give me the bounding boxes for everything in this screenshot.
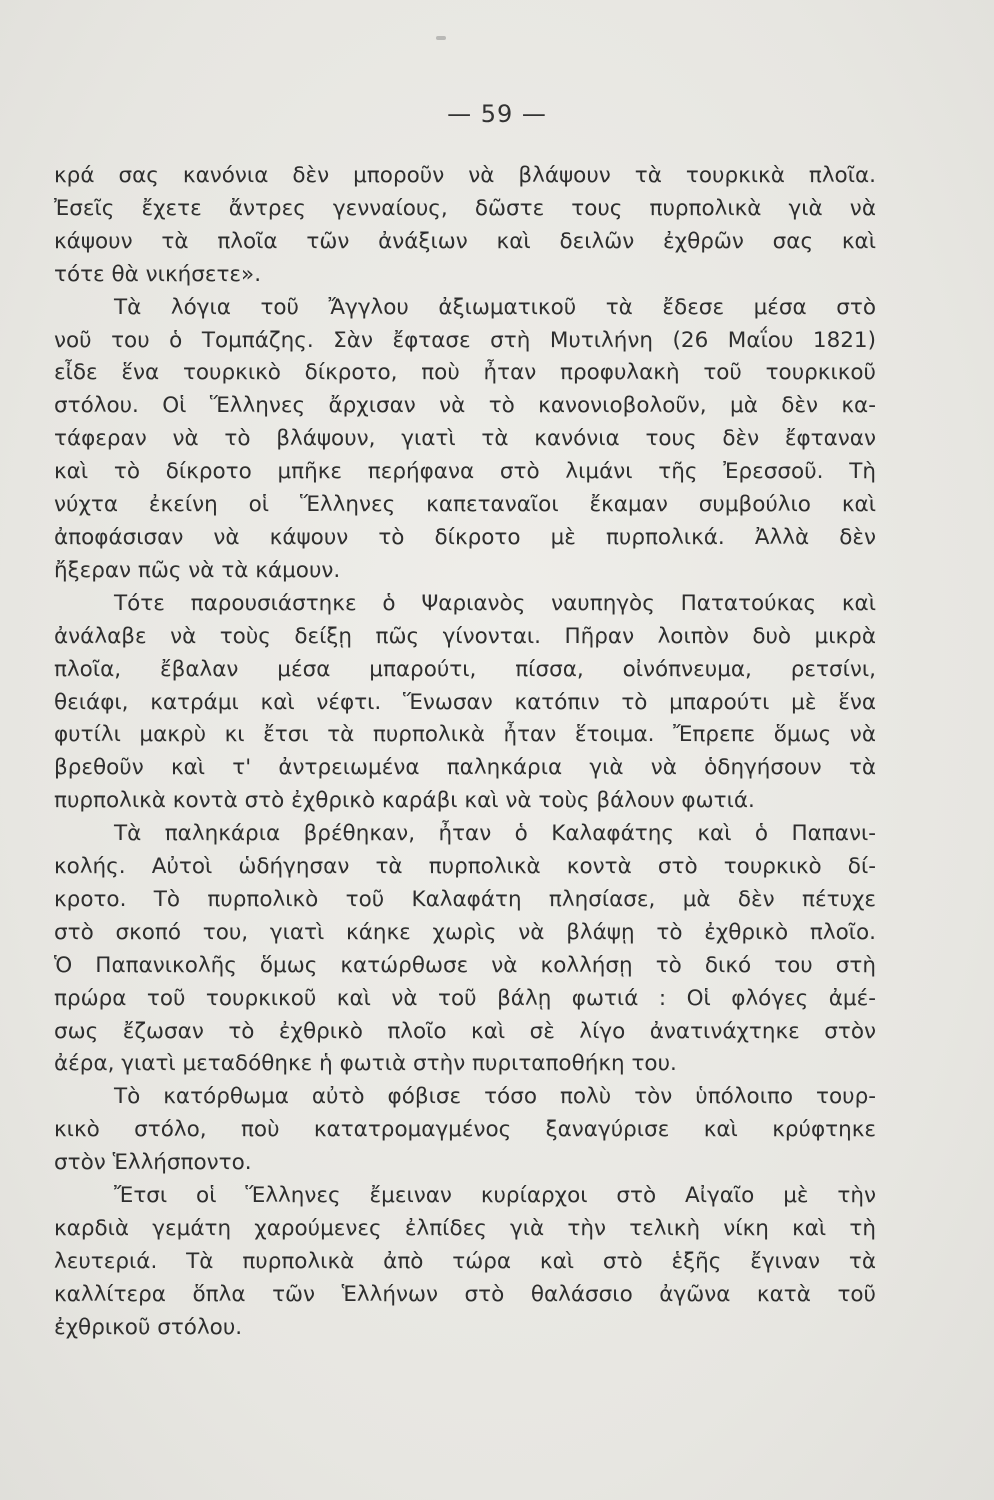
- text-line: στὸ σκοπό του, γιατὶ κάηκε χωρὶς νὰ βλάψῃ τὸ ἐχθρικὸ πλοῖο.: [54, 919, 876, 945]
- text-line: κικὸ στόλο, ποὺ κατατρομαγμένος ξαναγύρισε καὶ κρύφτηκε: [54, 1117, 876, 1143]
- text-line: εἶδε ἕνα τουρκικὸ δίκροτο, ποὺ ἦταν προφυλακὴ τοῦ τουρκικοῦ: [54, 360, 876, 386]
- text-line: ἀέρα, γιατὶ μεταδόθηκε ἡ φωτιὰ στὴν πυριταποθήκη του.: [54, 1051, 677, 1077]
- text-line: νοῦ του ὁ Τομπάζης. Σὰν ἔφτασε στὴ Μυτιλήνη (26 Μαΐου 1821): [54, 327, 876, 353]
- text-line: καρδιὰ γεμάτη χαρούμενες ἐλπίδες γιὰ τὴν τελικὴ νίκη καὶ τὴ: [54, 1216, 876, 1241]
- text-line: νύχτα ἐκείνη οἱ Ἕλληνες καπεταναῖοι ἔκαμαν συμβούλιο καὶ: [54, 492, 876, 518]
- page-number: — 59 —: [447, 100, 547, 128]
- text-line: Τότε παρουσιάστηκε ὁ Ψαριανὸς ναυπηγὸς Πατατούκας καὶ: [114, 590, 876, 616]
- text-line: κροτο. Τὸ πυρπολικὸ τοῦ Καλαφάτη πλησίασε, μὰ δὲν πέτυχε: [54, 886, 876, 912]
- text-line: κολής. Αὐτοὶ ὡδήγησαν τὰ πυρπολικὰ κοντὰ στὸ τουρκικὸ δί-: [54, 854, 876, 880]
- text-line: στὸν Ἑλλήσποντο.: [54, 1150, 252, 1176]
- text-line: ἀνάλαβε νὰ τοὺς δείξῃ πῶς γίνονται. Πῆραν λοιπὸν δυὸ μικρὰ: [54, 623, 876, 649]
- text-line: ἤξεραν πῶς νὰ τὰ κάμουν.: [54, 557, 341, 583]
- text-line: Ἐσεῖς ἔχετε ἄντρες γενναίους, δῶστε τους πυρπολικὰ γιὰ νὰ: [54, 195, 876, 221]
- text-line: βρεθοῦν καὶ τ' ἀντρειωμένα παληκάρια γιὰ νὰ ὁδηγήσουν τὰ: [54, 755, 876, 781]
- text-line: τάφεραν νὰ τὸ βλάψουν, γιατὶ τὰ κανόνια τους δὲν ἔφταναν: [54, 426, 876, 452]
- text-line: κάψουν τὰ πλοῖα τῶν ἀνάξιων καὶ δειλῶν ἐχθρῶν σας καὶ: [54, 228, 876, 254]
- text-line: καὶ τὸ δίκροτο μπῆκε περήφανα στὸ λιμάνι τῆς Ἐρεσσοῦ. Τὴ: [54, 459, 876, 485]
- text-line: σως ἔζωσαν τὸ ἐχθρικὸ πλοῖο καὶ σὲ λίγο ἀνατινάχτηκε στὸν: [54, 1018, 876, 1044]
- text-line: θειάφι, κατράμι καὶ νέφτι. Ἕνωσαν κατόπιν τὸ μπαρούτι μὲ ἕνα: [54, 689, 876, 715]
- text-line: τότε θὰ νικήσετε».: [54, 261, 262, 287]
- text-line: Τὰ λόγια τοῦ Ἄγγλου ἀξιωματικοῦ τὰ ἔδεσε μέσα στὸ: [114, 294, 876, 320]
- text-line: Ἔτσι οἱ Ἕλληνες ἔμειναν κυρίαρχοι στὸ Αἰγαῖο μὲ τὴν: [114, 1183, 876, 1209]
- body-text: [54, 160, 876, 1345]
- text-line: κρά σας κανόνια δὲν μποροῦν νὰ βλάψουν τὰ τουρκικὰ πλοῖα.: [54, 163, 876, 188]
- text-line: πυρπολικὰ κοντὰ στὸ ἐχθρικὸ καράβι καὶ νὰ τοὺς βάλουν φωτιά.: [54, 788, 755, 814]
- text-line: ἀποφάσισαν νὰ κάψουν τὸ δίκροτο μὲ πυρπολικά. Ἀλλὰ δὲν: [54, 524, 876, 550]
- text-line: πρώρα τοῦ τουρκικοῦ καὶ νὰ τοῦ βάλῃ φωτιά : Οἱ φλόγες ἀμέ-: [54, 985, 876, 1011]
- page-speck: [436, 36, 446, 40]
- text-line: λευτεριά. Τὰ πυρπολικὰ ἀπὸ τώρα καὶ στὸ ἑξῆς ἔγιναν τὰ: [54, 1248, 876, 1274]
- text-line: Τὰ παληκάρια βρέθηκαν, ἦταν ὁ Καλαφάτης καὶ ὁ Παπανι-: [114, 821, 876, 847]
- text-line: ἐχθρικοῦ στόλου.: [54, 1314, 243, 1340]
- text-line: φυτίλι μακρὺ κι ἔτσι τὰ πυρπολικὰ ἦταν ἕτοιμα. Ἔπρεπε ὅμως νὰ: [54, 722, 876, 748]
- text-line: πλοῖα, ἔβαλαν μέσα μπαρούτι, πίσσα, οἰνόπνευμα, ρετσίνι,: [54, 656, 876, 682]
- text-line: Ὁ Παπανικολῆς ὅμως κατώρθωσε νὰ κολλήσῃ τὸ δικό του στὴ: [54, 952, 876, 978]
- text-line: Τὸ κατόρθωμα αὐτὸ φόβισε τόσο πολὺ τὸν ὑπόλοιπο τουρ-: [114, 1084, 876, 1110]
- text-line: καλλίτερα ὅπλα τῶν Ἑλλήνων στὸ θαλάσσιο ἀγῶνα κατὰ τοῦ: [54, 1281, 876, 1307]
- text-line: στόλου. Οἱ Ἕλληνες ἄρχισαν νὰ τὸ κανονιοβολοῦν, μὰ δὲν κα-: [54, 393, 876, 419]
